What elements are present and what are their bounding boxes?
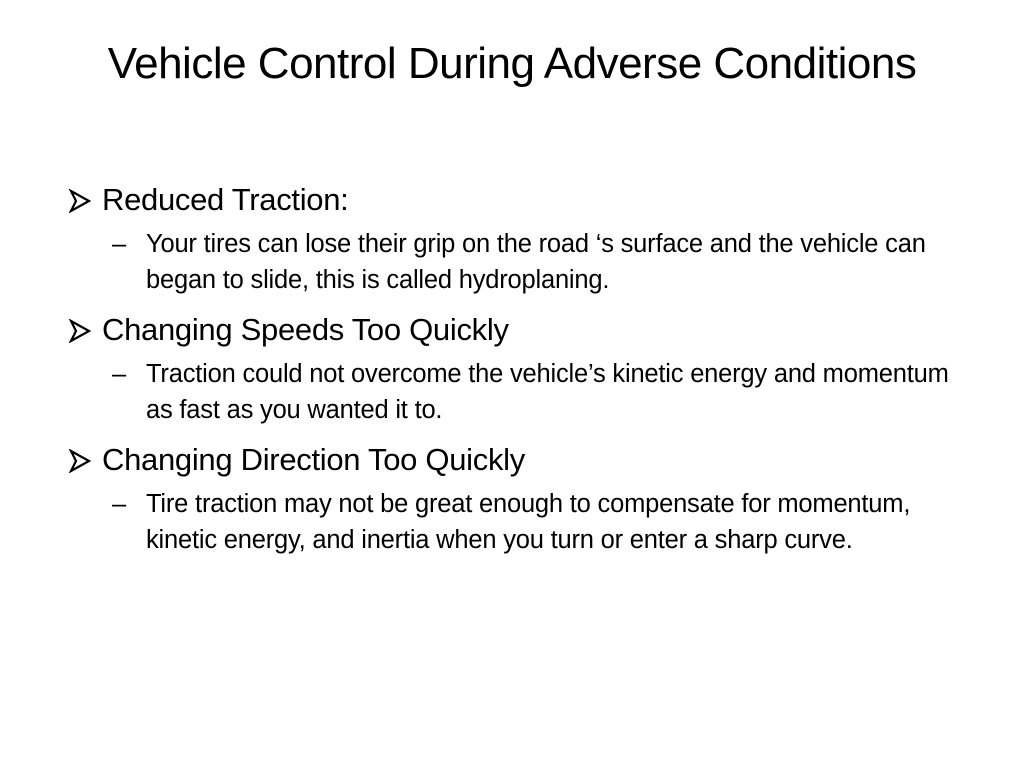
sub-point-text: Your tires can lose their grip on the road ‘s surface and the vehicle can began to slide, this is called hydroplaning. bbox=[146, 230, 926, 294]
arrow-bullet-icon bbox=[68, 319, 92, 343]
dash-marker: – bbox=[112, 360, 126, 388]
sub-point bbox=[112, 486, 976, 558]
sub-point-text: Tire traction may not be great enough to compensate for momentum, kinetic energy, and inertia when you turn or enter a sharp curve. bbox=[146, 490, 911, 554]
bullet-point bbox=[66, 180, 976, 220]
bullet-point bbox=[66, 440, 976, 480]
sub-point bbox=[112, 226, 976, 298]
arrow-bullet-icon bbox=[68, 189, 92, 213]
slide-title: Vehicle Control During Adverse Conditions bbox=[107, 39, 917, 88]
sub-point-text: Traction could not overcome the vehicle’s kinetic energy and momentum as fast as you wanted it to. bbox=[146, 360, 949, 424]
bullet-point bbox=[66, 310, 976, 350]
dash-marker: – bbox=[112, 230, 126, 258]
arrow-bullet-icon bbox=[68, 449, 92, 473]
sub-point bbox=[112, 356, 976, 428]
slide-content bbox=[66, 180, 976, 558]
dash-marker: – bbox=[112, 490, 126, 518]
bullet-heading: Reduced Traction: bbox=[102, 182, 349, 217]
bullet-heading: Changing Direction Too Quickly bbox=[102, 442, 525, 477]
bullet-heading: Changing Speeds Too Quickly bbox=[102, 312, 509, 347]
